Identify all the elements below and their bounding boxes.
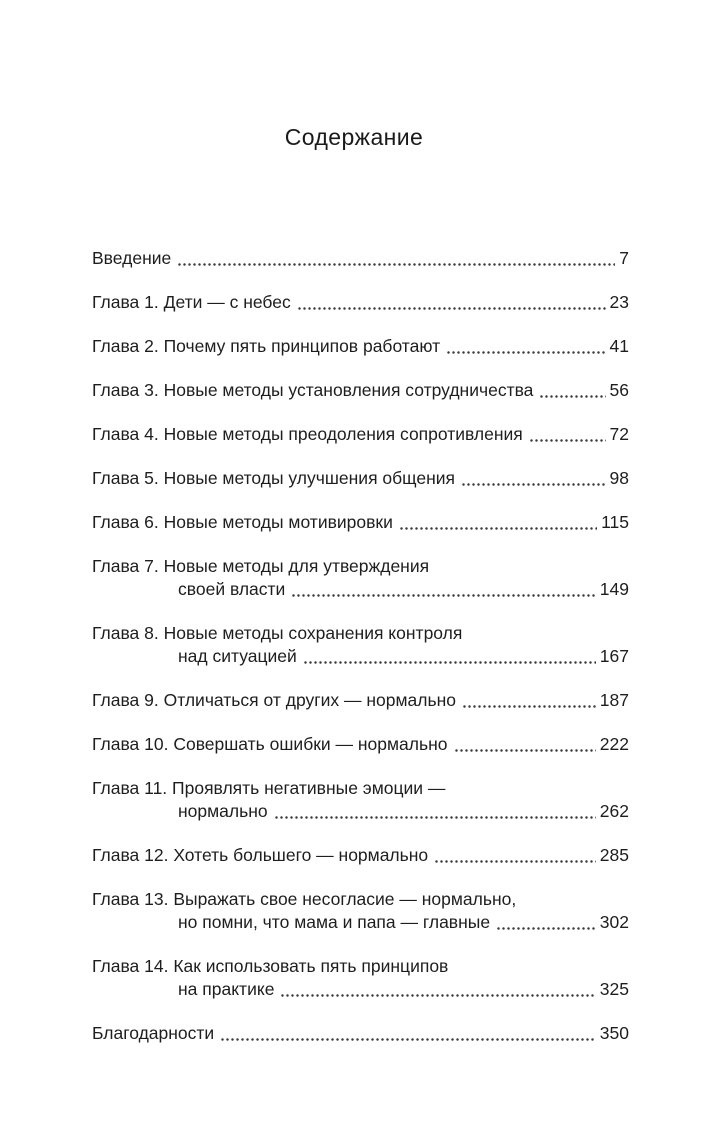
toc-page-number: 56 [609,380,629,400]
toc-entry [92,335,629,358]
toc-dot-leader [539,393,605,399]
toc-entry [92,689,629,712]
toc-line [92,978,629,1001]
toc-entry [92,622,629,668]
toc-entry-text: Благодарности [92,1023,215,1043]
toc-dot-leader [461,481,606,487]
toc-line [92,622,629,645]
toc-page-number: 285 [599,845,629,865]
toc-dot-leader [274,814,596,820]
toc-entry-text: Глава 2. Почему пять принципов работают [92,336,441,356]
toc-entry-text: Глава 1. Дети — с небес [92,292,291,312]
toc-line [92,844,629,867]
toc-entry-text: Глава 5. Новые методы улучшения общения [92,468,456,488]
toc-entry-text: Глава 9. Отличаться от других — нормально [92,690,456,710]
toc-entry-text: Глава 10. Совершать ошибки — нормально [92,734,448,754]
toc-dot-leader [297,305,606,311]
toc-entry-text: Глава 11. Проявлять негативные эмоции — [92,778,446,798]
toc-line [92,1022,629,1045]
toc-dot-leader [303,659,596,665]
toc-entry-text: Глава 6. Новые методы мотивировки [92,512,393,532]
toc-page-number: 187 [599,690,629,710]
toc-entry [92,555,629,601]
toc-entry [92,777,629,823]
toc-entry-text: на практике [178,979,275,999]
toc-line [92,511,629,534]
toc-line [92,335,629,358]
toc-page-number: 115 [601,512,629,532]
toc-dot-leader [280,992,595,998]
toc-page-number: 7 [619,248,629,268]
toc-dot-leader [462,703,596,709]
toc-entry [92,291,629,314]
toc-entry [92,247,629,270]
toc-entry-text: Глава 13. Выражать свое несогласие — нормально, [92,889,517,909]
toc-line [92,379,629,402]
toc-page-number: 302 [599,912,629,932]
toc-line [92,467,629,490]
toc-entry-text: Глава 3. Новые методы установления сотрудничества [92,380,534,400]
toc-line [92,423,629,446]
toc-entry-text: Глава 8. Новые методы сохранения контроля [92,623,463,643]
toc-entry-text: Глава 12. Хотеть большего — нормально [92,845,429,865]
toc-line [92,955,629,978]
toc-line [92,777,629,800]
toc-entry-text: но помни, что мама и папа — главные [178,912,491,932]
toc-page-number: 167 [599,646,629,666]
toc-page-number: 350 [599,1023,629,1043]
toc-dot-leader [446,349,605,355]
toc-entry [92,955,629,1001]
toc-dot-leader [434,858,596,864]
toc-page-number: 41 [609,336,629,356]
toc-entry [92,844,629,867]
toc-page-number: 98 [609,468,629,488]
toc-line [92,911,629,934]
toc-line [92,247,629,270]
toc-entry-text: над ситуацией [178,646,297,666]
toc-entry [92,379,629,402]
toc-line [92,291,629,314]
toc-dot-leader [399,525,597,531]
toc-entry-text: своей власти [178,579,286,599]
toc-line [92,555,629,578]
toc-page-number: 325 [599,979,629,999]
toc-entry [92,888,629,934]
toc-entry-text: Глава 4. Новые методы преодоления сопротивления [92,424,523,444]
toc-line [92,578,629,601]
toc-entry-text: нормально [178,801,268,821]
toc-page-number: 149 [599,579,629,599]
toc-dot-leader [454,747,596,753]
toc-entry [92,511,629,534]
toc-dot-leader [291,592,595,598]
toc-line [92,733,629,756]
toc-line [92,689,629,712]
toc-dot-leader [220,1036,596,1042]
toc-list [92,247,629,1045]
toc-entry [92,467,629,490]
toc-entry [92,733,629,756]
toc-entry-text: Глава 7. Новые методы для утверждения [92,556,430,576]
page-title: Содержание [284,124,424,150]
toc-page-number: 222 [599,734,629,754]
toc-line [92,645,629,668]
toc-page-number: 262 [599,801,629,821]
toc-entry-text: Глава 14. Как использовать пять принципов [92,956,449,976]
toc-dot-leader [496,925,596,931]
toc-page-number: 72 [609,424,629,444]
toc-line [92,888,629,911]
toc-entry [92,423,629,446]
toc-entry-text: Введение [92,248,172,268]
toc-entry [92,1022,629,1045]
toc-line [92,800,629,823]
toc-dot-leader [177,261,615,267]
toc-page-number: 23 [609,292,629,312]
toc-dot-leader [529,437,606,443]
